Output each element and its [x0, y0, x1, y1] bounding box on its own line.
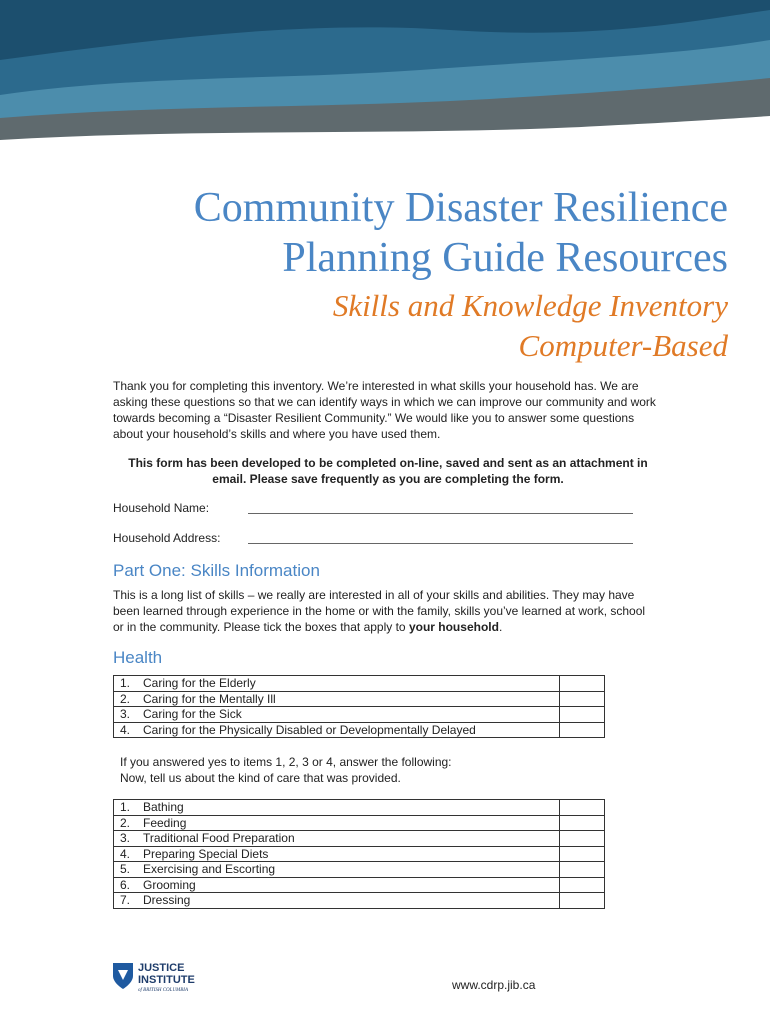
document-title	[194, 183, 728, 283]
table-row	[114, 846, 605, 862]
item-label: Grooming	[143, 877, 196, 892]
household-address-field[interactable]	[248, 531, 633, 544]
checkbox[interactable]	[560, 893, 605, 909]
checkbox[interactable]	[560, 691, 605, 707]
table-row	[114, 831, 605, 847]
household-name-label: Household Name:	[113, 501, 210, 515]
table-row	[114, 722, 605, 738]
item-label: Exercising and Escorting	[143, 862, 276, 877]
item-number: 2.	[120, 691, 131, 706]
item-number: 2.	[120, 815, 131, 830]
health-heading: Health	[113, 648, 163, 667]
part-one-text: This is a long list of skills – we really are interested in all of your skills and abilities. They may have been learned through experience in the home or with the family, skills you’ve learned at work, school or in the community. Please tick the boxes that apply to	[113, 588, 646, 634]
table-row	[114, 893, 605, 909]
table-row	[114, 707, 605, 723]
item-label: Traditional Food Preparation	[143, 831, 295, 846]
checkbox[interactable]	[560, 877, 605, 893]
online-notice: This form has been developed to be completed on-line, saved and sent as an attachment in email. Please save frequently as you are completing the form.	[128, 456, 648, 486]
household-name-field[interactable]	[248, 501, 633, 514]
item-label: Feeding	[143, 815, 187, 830]
subtitle-line-2: Computer-Based	[518, 328, 728, 363]
item-number: 7.	[120, 893, 131, 908]
checkbox[interactable]	[560, 800, 605, 816]
table-row	[114, 800, 605, 816]
item-number: 5.	[120, 862, 131, 877]
table-row	[114, 862, 605, 878]
item-number: 1.	[120, 676, 131, 691]
logo-line-3: of BRITISH COLUMBIA	[138, 988, 188, 993]
checkbox[interactable]	[560, 831, 605, 847]
checkbox[interactable]	[560, 707, 605, 723]
footer-url[interactable]: www.cdrp.jib.ca	[452, 978, 536, 992]
document-subtitle	[333, 286, 728, 366]
part-one-heading: Part One: Skills Information	[113, 561, 320, 580]
followup-line-1: If you answered yes to items 1, 2, 3 or 4, answer the following:	[120, 755, 452, 769]
item-label: Dressing	[143, 893, 191, 908]
checkbox[interactable]	[560, 722, 605, 738]
item-number: 3.	[120, 831, 131, 846]
item-number: 4.	[120, 722, 131, 737]
care-type-checklist	[113, 799, 605, 909]
followup-instructions	[120, 754, 452, 786]
table-row	[114, 815, 605, 831]
item-label: Preparing Special Diets	[143, 846, 269, 861]
table-row	[114, 676, 605, 692]
part-one-end: .	[498, 620, 503, 634]
part-one-paragraph	[113, 587, 653, 635]
checkbox[interactable]	[560, 862, 605, 878]
item-label: Caring for the Elderly	[143, 676, 256, 691]
table-row	[114, 877, 605, 893]
logo-wordmark	[138, 962, 195, 986]
household-address-label: Household Address:	[113, 531, 221, 545]
title-line-2: Planning Guide Resources	[282, 235, 728, 281]
followup-line-2: Now, tell us about the kind of care that was provided.	[120, 771, 401, 785]
health-checklist	[113, 675, 605, 738]
item-number: 1.	[120, 800, 131, 815]
subtitle-line-1: Skills and Knowledge Inventory	[332, 288, 728, 323]
item-label: Caring for the Mentally Ill	[143, 691, 276, 706]
intro-paragraph: Thank you for completing this inventory. We’re interested in what skills your household has. We are asking these questions so that we can identify ways in which we can improve our community and work towards becoming a “Disaster Resilient Community.” We would like you to answer some questions about your household’s skills and where you have used them.	[113, 379, 656, 441]
part-one-emphasis: your household	[408, 620, 499, 634]
item-number: 3.	[120, 707, 131, 722]
item-label: Caring for the Sick	[143, 707, 242, 722]
shield-icon	[112, 962, 134, 990]
item-label: Bathing	[143, 800, 184, 815]
checkbox[interactable]	[560, 815, 605, 831]
item-label: Caring for the Physically Disabled or Developmentally Delayed	[143, 722, 476, 737]
item-number: 4.	[120, 846, 131, 861]
justice-institute-logo	[112, 960, 222, 998]
logo-line-2: INSTITUTE	[138, 974, 195, 986]
header-banner	[0, 0, 770, 150]
title-line-1: Community Disaster Resilience	[193, 185, 728, 231]
item-number: 6.	[120, 877, 131, 892]
table-row	[114, 691, 605, 707]
logo-line-1: JUSTICE	[138, 962, 185, 974]
checkbox[interactable]	[560, 846, 605, 862]
checkbox[interactable]	[560, 676, 605, 692]
